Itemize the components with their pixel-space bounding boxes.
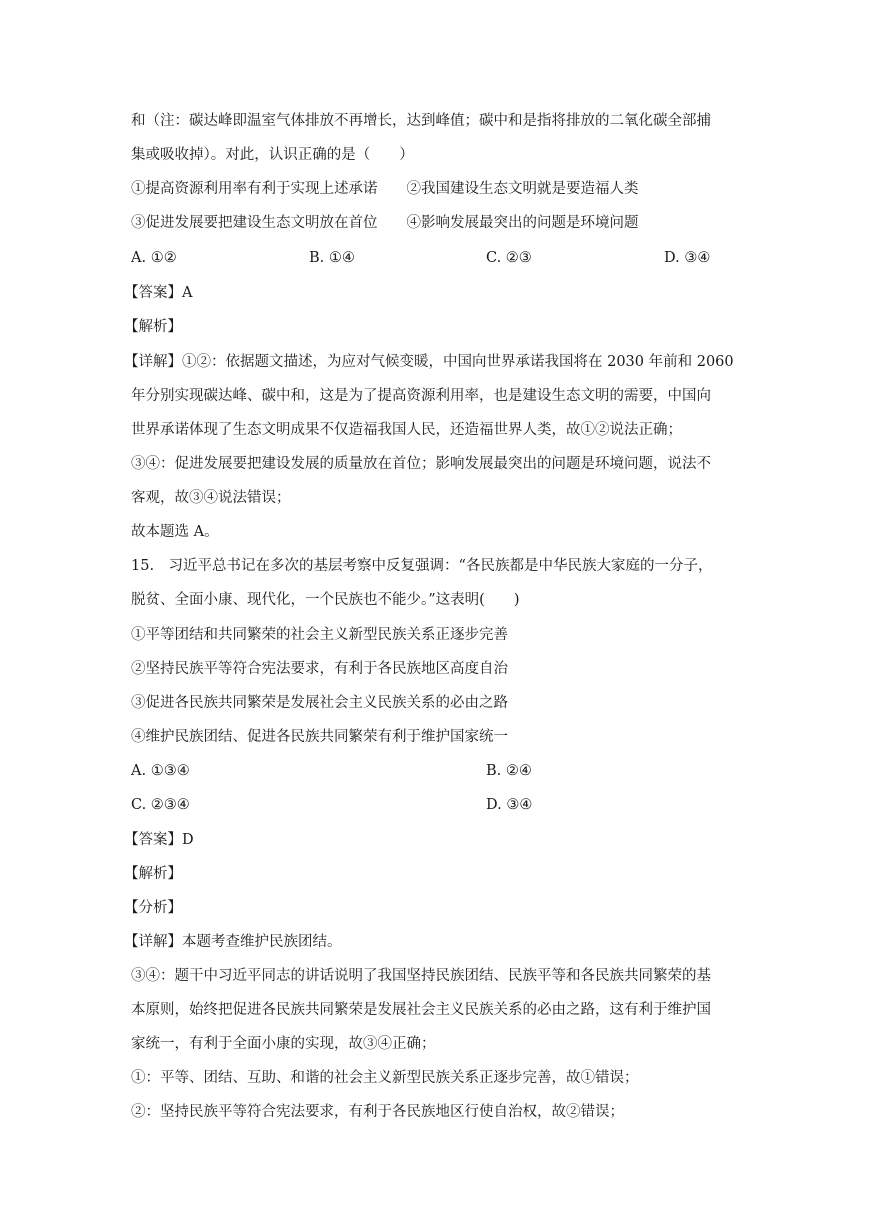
q14-option-a: A. ①②	[131, 250, 177, 266]
q14-option-d: D. ③④	[664, 250, 711, 266]
q15-option-c: C. ②③④	[131, 797, 190, 813]
q14-detail-line-6: 故本题选 A。	[131, 524, 219, 540]
q14-answer: 【答案】A	[124, 285, 193, 301]
q15-analysis-heading: 【解析】	[124, 866, 182, 882]
q15-stem-line-1: 15. 习近平总书记在多次的基层考察中反复强调：“各民族都是中华民族大家庭的一分子，	[131, 558, 713, 574]
q15-option-b: B. ②④	[486, 763, 532, 779]
q15-detail-line-2: ③④：题干中习近平同志的讲话说明了我国坚持民族团结、民族平等和各民族共同繁荣的基	[131, 968, 711, 984]
q15-detail-line-1: 【详解】本题考查维护民族团结。	[124, 934, 342, 950]
q15-statement-3: ③促进各民族共同繁荣是发展社会主义民族关系的必由之路	[131, 695, 508, 711]
q14-option-c: C. ②③	[486, 250, 532, 266]
q15-answer: 【答案】D	[124, 832, 194, 848]
q15-statement-2: ②坚持民族平等符合宪法要求，有利于各民族地区高度自治	[131, 661, 508, 677]
q14-analysis-heading: 【解析】	[124, 319, 182, 335]
q15-fenxi-heading: 【分析】	[124, 900, 182, 916]
q14-option-b: B. ①④	[309, 250, 355, 266]
q15-statement-1: ①平等团结和共同繁荣的社会主义新型民族关系正逐步完善	[131, 627, 508, 643]
q14-statements-line-1: ①提高资源利用率有利于实现上述承诺 ②我国建设生态文明就是要造福人类	[131, 181, 639, 197]
q14-detail-line-1: 【详解】①②：依据题文描述，为应对气候变暖，中国向世界承诺我国将在 2030 年前和 2060	[124, 354, 734, 370]
q14-statements-line-2: ③促进发展要把建设生态文明放在首位 ④影响发展最突出的问题是环境问题	[131, 215, 639, 231]
q15-detail-line-6: ②：坚持民族平等符合宪法要求，有利于各民族地区行使自治权，故②错误；	[131, 1104, 624, 1120]
q15-option-a: A. ①③④	[131, 763, 190, 779]
q15-stem-line-2: 脱贫、全面小康、现代化，一个民族也不能少。”这表明( )	[131, 592, 520, 608]
q14-detail-line-2: 年分别实现碳达峰、碳中和，这是为了提高资源利用率，也是建设生态文明的需要，中国向	[131, 388, 711, 404]
q14-detail-line-3: 世界承诺体现了生态文明成果不仅造福我国人民，还造福世界人类，故①②说法正确；	[131, 422, 682, 438]
q14-detail-line-4: ③④：促进发展要把建设发展的质量放在首位；影响发展最突出的问题是环境问题，说法不	[131, 456, 711, 472]
q14-stem-line-2: 集或吸收掉）。对此，认识正确的是（ ）	[131, 147, 414, 163]
q14-detail-line-5: 客观，故③④说法错误；	[131, 490, 291, 506]
q14-stem-line-1: 和（注：碳达峰即温室气体排放不再增长，达到峰值；碳中和是指将排放的二氧化碳全部捕	[131, 113, 711, 129]
q15-statement-4: ④维护民族团结、促进各民族共同繁荣有利于维护国家统一	[131, 729, 508, 745]
q15-detail-line-4: 家统一，有利于全面小康的实现，故③④正确；	[131, 1036, 436, 1052]
q15-option-d: D. ③④	[486, 797, 533, 813]
q15-detail-line-3: 本原则，始终把促进各民族共同繁荣是发展社会主义民族关系的必由之路，这有利于维护国	[131, 1002, 711, 1018]
q15-detail-line-5: ①：平等、团结、互助、和谐的社会主义新型民族关系正逐步完善，故①错误；	[131, 1070, 639, 1086]
